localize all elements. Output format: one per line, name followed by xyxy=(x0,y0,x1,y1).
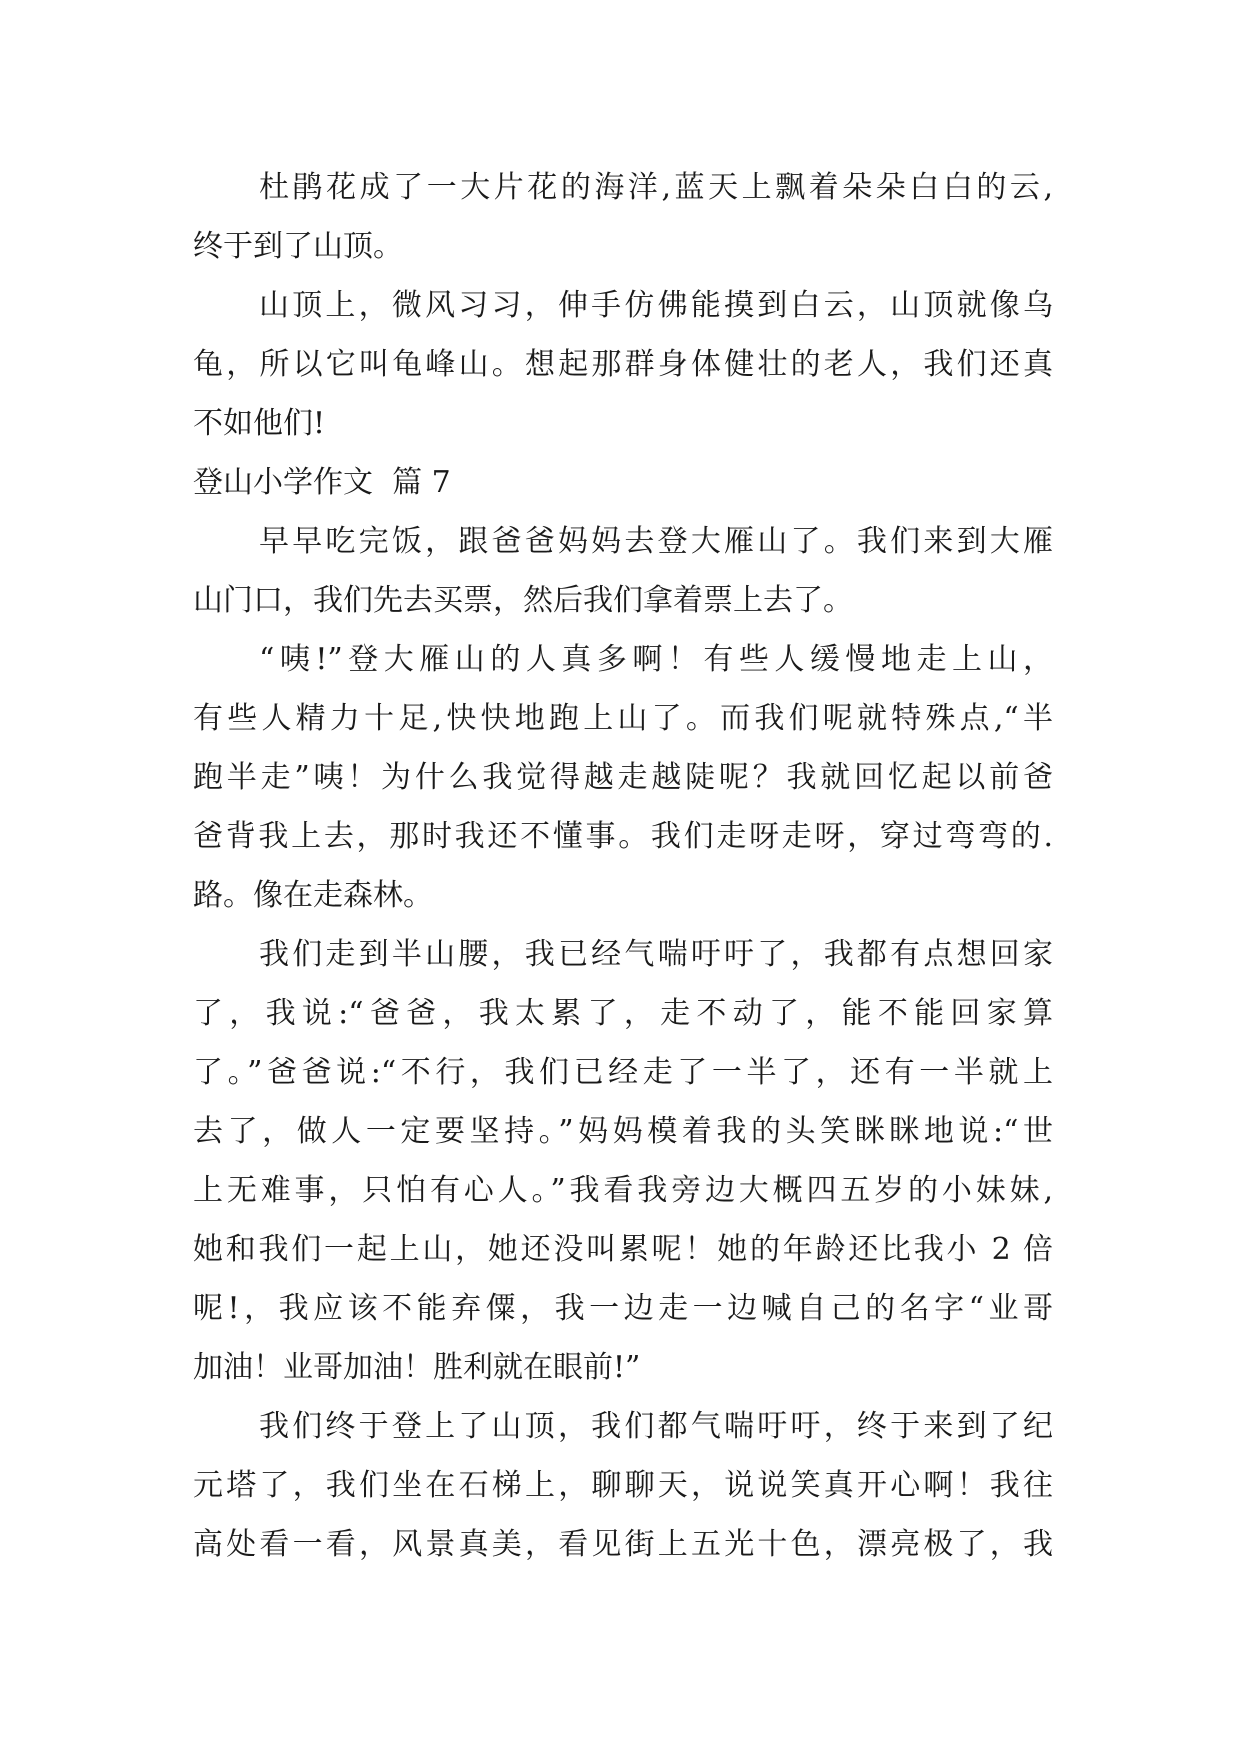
text-line: 元塔了，我们坐在石梯上，聊聊天，说说笑真开心啊！我往 xyxy=(193,1468,1053,1503)
section-heading: 登山小学作文 篇 7 xyxy=(193,465,451,500)
text-line: 呢!，我应该不能弃僳，我一边走一边喊自己的名字“业哥 xyxy=(193,1291,1053,1326)
text-line: 去了，做人一定要坚持。”妈妈模着我的头笑眯眯地说:“世 xyxy=(193,1114,1053,1149)
text-line: 山顶上，微风习习，伸手仿佛能摸到白云，山顶就像乌 xyxy=(259,288,1053,323)
text-line: 爸背我上去，那时我还不懂事。我们走呀走呀，穿过弯弯的. xyxy=(193,819,1053,854)
text-line: 龟，所以它叫龟峰山。想起那群身体健壮的老人，我们还真 xyxy=(193,347,1053,382)
text-line: 路。像在走森林。 xyxy=(193,878,433,913)
text-line: 终于到了山顶。 xyxy=(193,229,403,264)
text-line: 杜鹃花成了一大片花的海洋,蓝天上飘着朵朵白白的云, xyxy=(259,170,1053,205)
text-line: 了，我说:“爸爸，我太累了，走不动了，能不能回家算 xyxy=(193,996,1053,1031)
text-line: 有些人精力十足,快快地跑上山了。而我们呢就特殊点,“半 xyxy=(193,701,1053,736)
text-line: 跑半走”咦！为什么我觉得越走越陡呢？我就回忆起以前爸 xyxy=(193,760,1053,795)
text-line: 上无难事，只怕有心人。”我看我旁边大概四五岁的小妹妹, xyxy=(193,1173,1053,1208)
text-line: 山门口，我们先去买票，然后我们拿着票上去了。 xyxy=(193,583,853,618)
text-line: “咦!”登大雁山的人真多啊！有些人缓慢地走上山， xyxy=(259,642,1053,677)
text-line: 我们终于登上了山顶，我们都气喘吁吁，终于来到了纪 xyxy=(259,1409,1053,1444)
text-line: 我们走到半山腰，我已经气喘吁吁了，我都有点想回家 xyxy=(259,937,1053,972)
text-line: 她和我们一起上山，她还没叫累呢！她的年龄还比我小 2 倍 xyxy=(193,1232,1053,1267)
text-line: 早早吃完饭，跟爸爸妈妈去登大雁山了。我们来到大雁 xyxy=(259,524,1053,559)
text-line: 不如他们! xyxy=(193,406,326,441)
text-line: 高处看一看，风景真美，看见街上五光十色，漂亮极了，我 xyxy=(193,1527,1053,1562)
essay-text xyxy=(193,158,1053,1574)
text-line: 了。”爸爸说:“不行，我们已经走了一半了，还有一半就上 xyxy=(193,1055,1053,1090)
text-line: 加油！业哥加油！胜利就在眼前!” xyxy=(193,1350,641,1385)
